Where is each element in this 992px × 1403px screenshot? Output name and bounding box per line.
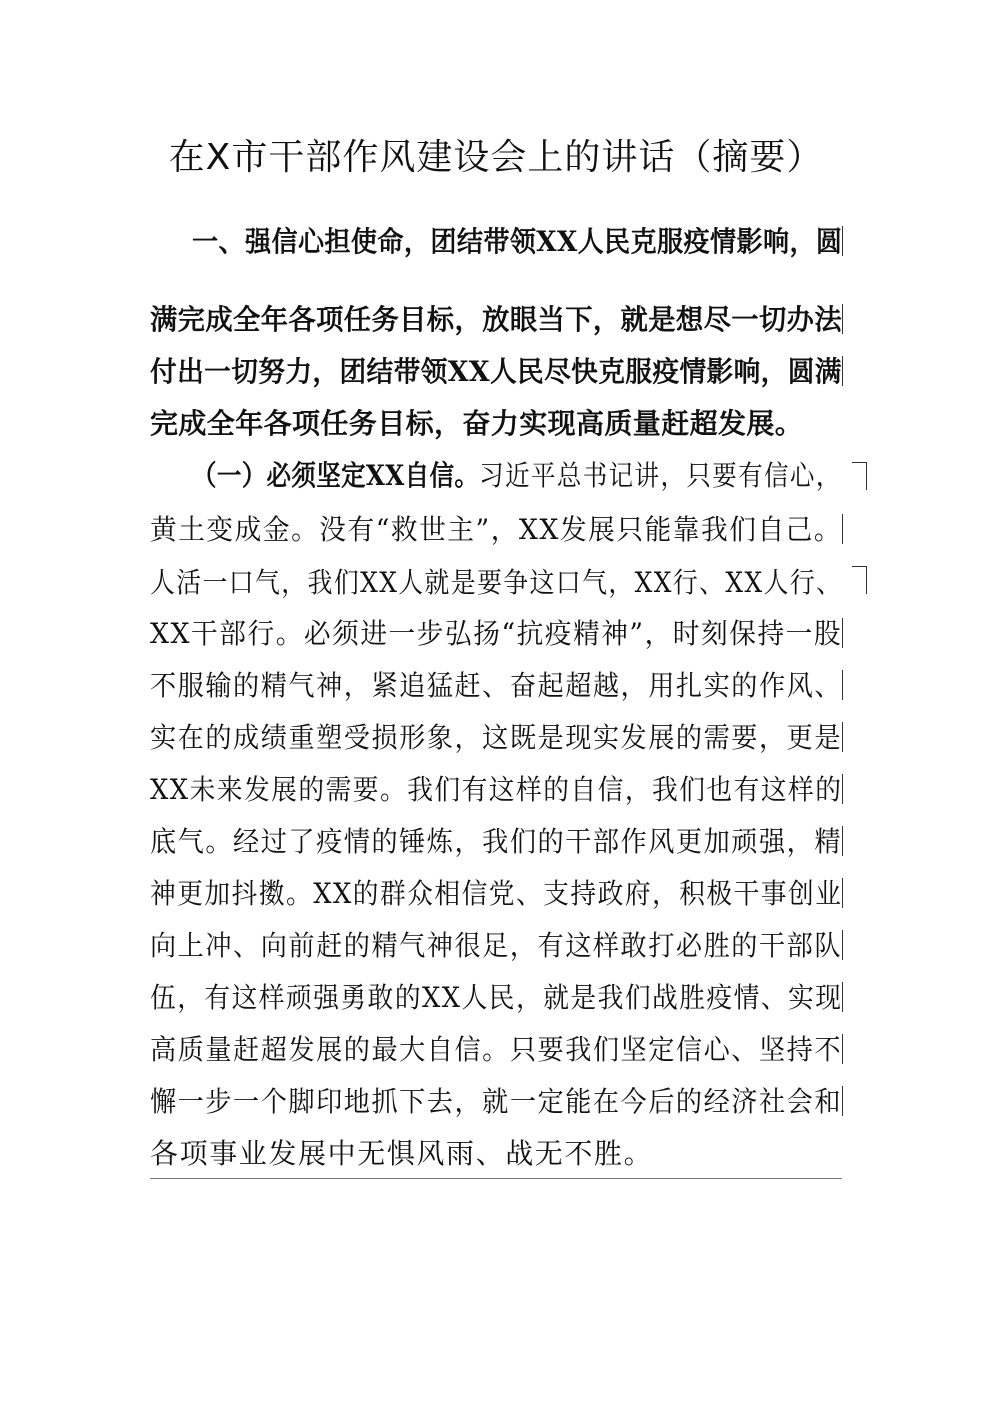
margin-mark bbox=[842, 774, 843, 804]
paragraph-line: 各项事业发展中无惧风雨、战无不胜。 bbox=[150, 1137, 654, 1170]
subheading: （一）必须坚定XX自信。 bbox=[192, 459, 480, 492]
margin-mark bbox=[842, 356, 843, 386]
paragraph-text: 习近平总书记讲，只要有信心， bbox=[479, 459, 842, 492]
paragraph-line: 向上冲、向前赶的精气神很足，有这样敢打必胜的干部队 bbox=[150, 929, 843, 962]
margin-mark bbox=[842, 670, 843, 700]
paragraph-line: 伍，有这样顽强勇敢的XX人民，就是我们战胜疫情、实现 bbox=[150, 981, 843, 1014]
paragraph-line: 黄土变成金。没有“救世主”，XX发展只能靠我们自己。 bbox=[150, 513, 843, 546]
section-heading-line: 完成全年各项任务目标，奋力实现高质量赶超发展。 bbox=[150, 407, 804, 440]
margin-mark bbox=[842, 930, 843, 960]
paragraph-line: 高质量赶超发展的最大自信。只要我们坚定信心、坚持不 bbox=[150, 1033, 843, 1066]
margin-mark bbox=[842, 722, 843, 752]
paragraph-line: 人活一口气，我们XX人就是要争这口气，XX行、XX人行、 bbox=[150, 566, 843, 599]
page-title: 在X市干部作风建设会上的讲话（摘要） bbox=[168, 137, 824, 178]
margin-mark bbox=[842, 878, 843, 908]
paragraph-line: 实在的成绩重塑受损形象，这既是现实发展的需要，更是 bbox=[150, 721, 843, 754]
margin-mark bbox=[842, 514, 843, 544]
paragraph-line: XX干部行。必须进一步弘扬“抗疫精神”，时刻保持一股 bbox=[150, 617, 843, 650]
paragraph-line: 懈一步一个脚印地抓下去，就一定能在今后的经济社会和 bbox=[150, 1085, 843, 1118]
margin-mark bbox=[842, 304, 843, 334]
margin-mark bbox=[842, 826, 843, 856]
margin-mark bbox=[852, 462, 866, 463]
section-heading-line: 付出一切努力，团结带领XX人民尽快克服疫情影响，圆满 bbox=[150, 355, 842, 388]
margin-mark bbox=[866, 566, 867, 594]
paragraph-line: 底气。经过了疫情的锤炼，我们的干部作风更加顽强，精 bbox=[150, 825, 843, 858]
paragraph-line: XX未来发展的需要。我们有这样的自信，我们也有这样的 bbox=[150, 773, 843, 806]
section-heading-line: 满完成全年各项任务目标，放眼当下，就是想尽一切办法 bbox=[150, 303, 843, 336]
margin-mark bbox=[842, 982, 843, 1012]
paragraph-line: 不服输的精气神，紧追猛赶、奋起超越，用扎实的作风、 bbox=[150, 669, 843, 702]
footer-divider bbox=[150, 1178, 842, 1179]
margin-mark bbox=[842, 618, 843, 648]
paragraph-line: 神更加抖擞。XX的群众相信党、支持政府，积极干事创业 bbox=[150, 877, 843, 910]
section-heading-line: 一、强信心担使命，团结带领XX人民克服疫情影响，圆 bbox=[192, 225, 843, 258]
margin-mark bbox=[842, 1086, 843, 1116]
paragraph-first-line bbox=[192, 456, 842, 496]
margin-mark bbox=[842, 226, 843, 256]
margin-mark bbox=[866, 462, 867, 490]
margin-mark bbox=[852, 566, 866, 567]
margin-mark bbox=[842, 1034, 843, 1064]
